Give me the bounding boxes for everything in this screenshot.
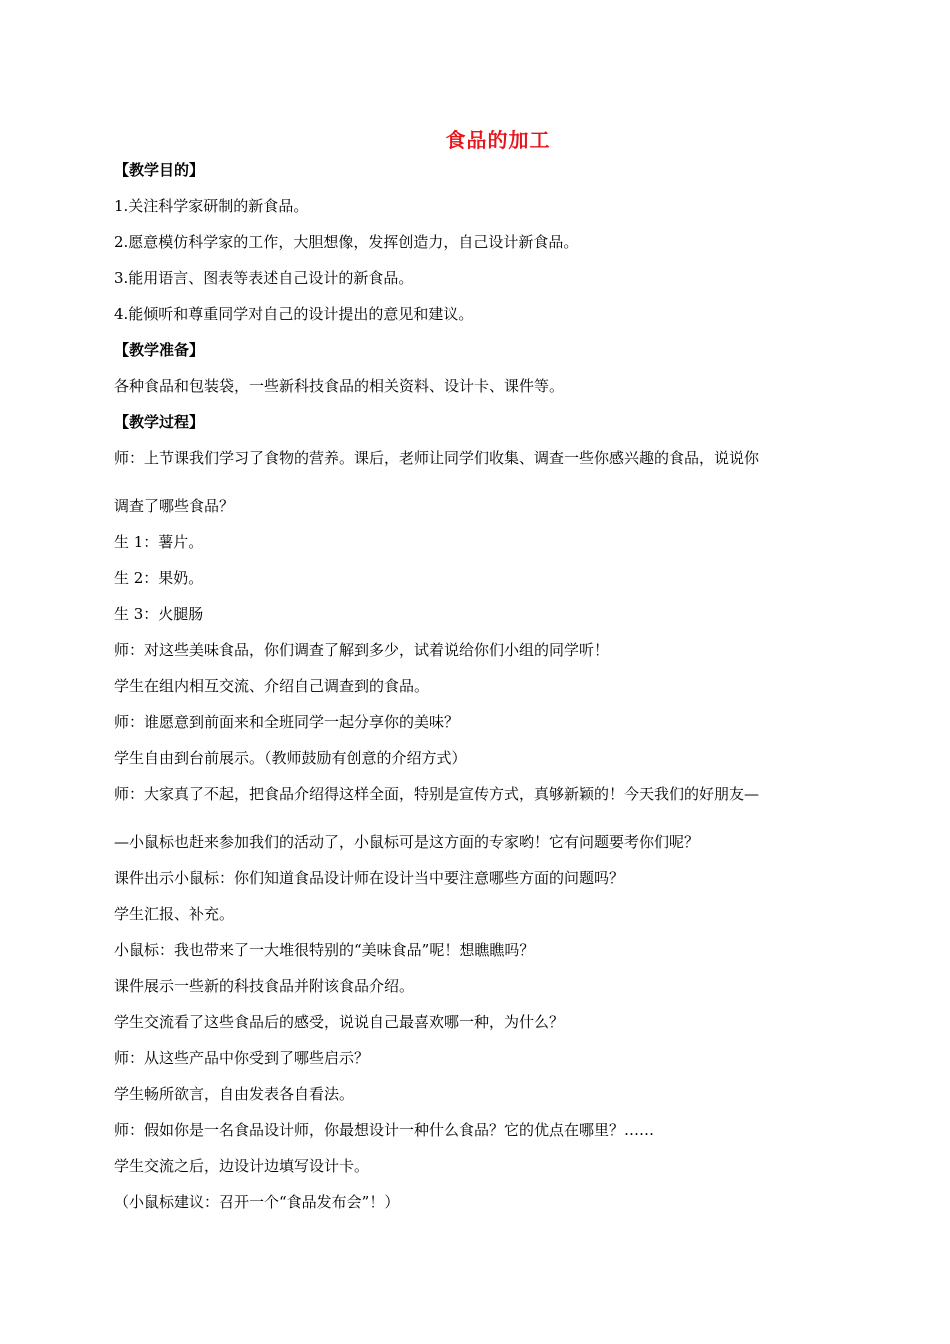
process-line: 师：谁愿意到前面来和全班同学一起分享你的美味？ (114, 713, 460, 731)
goal-item: 2.愿意模仿科学家的工作，大胆想像，发挥创造力，自己设计新食品。 (114, 233, 579, 251)
process-line: 学生自由到台前展示。（教师鼓励有创意的介绍方式） (114, 749, 467, 767)
process-line: 课件出示小鼠标：你们知道食品设计师在设计当中要注意哪些方面的问题吗？ (114, 869, 625, 887)
process-line: 课件展示一些新的科技食品并附该食品介绍。 (114, 977, 415, 995)
process-line: 师：上节课我们学习了食物的营养。课后，老师让同学们收集、调查一些你感兴趣的食品，说说你 (114, 449, 760, 467)
document-title: 食品的加工 (445, 128, 551, 152)
section-heading-goals: 【教学目的】 (114, 161, 205, 179)
process-line: 师：假如你是一名食品设计师，你最想设计一种什么食品？它的优点在哪里？…… (114, 1121, 655, 1139)
process-line: 生 2：果奶。 (114, 569, 204, 587)
document-body (114, 160, 844, 1212)
section-heading-process: 【教学过程】 (114, 413, 205, 431)
process-line: 师：大家真了不起，把食品介绍得这样全面，特别是宣传方式，真够新颖的！今天我们的好朋友— (114, 785, 760, 803)
process-line: 师：对这些美味食品，你们调查了解到多少，试着说给你们小组的同学听！ (114, 641, 610, 659)
process-line: （小鼠标建议：召开一个“食品发布会”！） (114, 1193, 400, 1211)
goal-item: 3.能用语言、图表等表述自己设计的新食品。 (114, 269, 414, 287)
process-line: 学生在组内相互交流、介绍自己调查到的食品。 (114, 677, 430, 695)
process-line: 学生汇报、补充。 (114, 905, 235, 923)
process-line: 调查了哪些食品？ (114, 497, 235, 515)
process-line: 小鼠标：我也带来了一大堆很特别的“美味食品”呢！想瞧瞧吗？ (114, 941, 535, 959)
process-line: 学生畅所欲言，自由发表各自看法。 (114, 1085, 355, 1103)
goal-item: 1.关注科学家研制的新食品。 (114, 197, 309, 215)
process-line: —小鼠标也赶来参加我们的活动了，小鼠标可是这方面的专家哟！它有问题要考你们呢？ (114, 833, 700, 851)
process-line: 学生交流看了这些食品后的感受，说说自己最喜欢哪一种，为什么？ (114, 1013, 565, 1031)
process-line: 师：从这些产品中你受到了哪些启示？ (114, 1049, 370, 1067)
section-heading-prep: 【教学准备】 (114, 341, 205, 359)
process-line: 生 1：薯片。 (114, 533, 204, 551)
prep-text: 各种食品和包装袋，一些新科技食品的相关资料、设计卡、课件等。 (114, 377, 565, 395)
goal-item: 4.能倾听和尊重同学对自己的设计提出的意见和建议。 (114, 305, 474, 323)
process-line: 生 3：火腿肠 (114, 605, 204, 623)
process-line: 学生交流之后，边设计边填写设计卡。 (114, 1157, 370, 1175)
